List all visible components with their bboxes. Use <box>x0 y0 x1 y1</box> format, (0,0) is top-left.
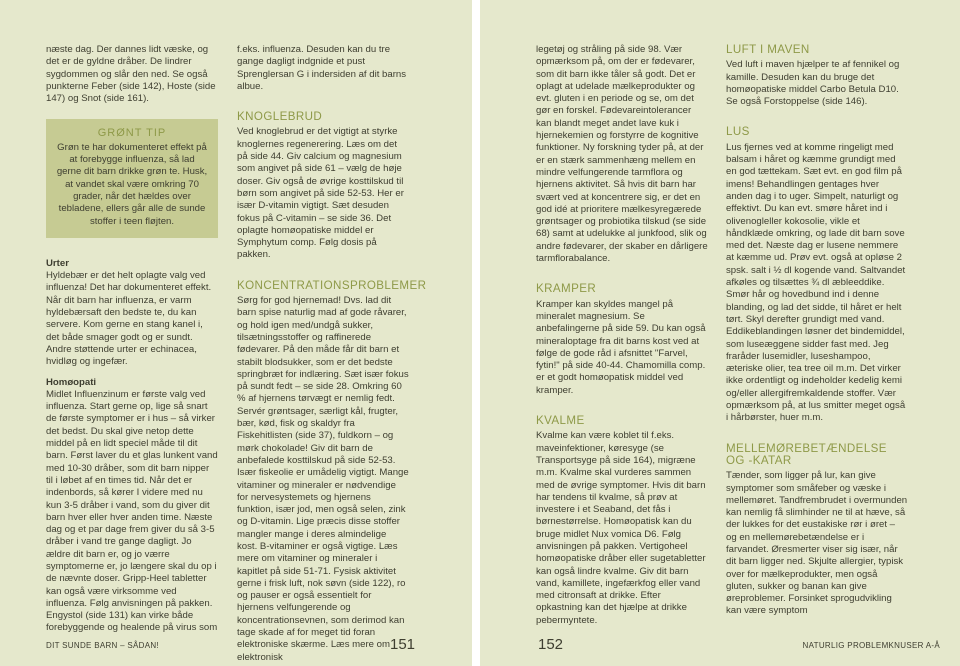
paragraph: Hyldebær er det helt oplagte valg ved influenza! Det har dokumenteret effekt. Når dit barn har influenza, er varm hyldebærsaft den bedste te, du kan servere. Kom gerne en stang kanel i, det både smager godt og er sundt. Andre støttende urter er echinacea, hvidløg og ingefær. <box>46 270 212 368</box>
tip-title: GRØNT TIP <box>97 127 167 140</box>
subheading-homoeopati: Homøopati <box>46 376 97 388</box>
left-column-2 <box>237 44 427 666</box>
paragraph: Ved luft i maven hjælper te af fennikel og kamille. Desuden kan du bruge det homøopatiske middel Carbo Betula D10. Se også Forstoppelse (side 146). <box>726 59 900 108</box>
paragraph: Tænder, som ligger på lur, kan give symptomer som småfeber og væske i mellemøret. Tandfrembrudet i overmunden kan nemlig få slimhinder ne til at hæve, så der lukkes for det eustakiske rør i øret – og en mellemørebetændelse er i farvandet. Øresmerter viser sig især, når dit barn ligger ned. Skjulte allergier, typisk over for mælkeprodukter, men også gluten, sukker og banan kan give øreproblemer. Forsinket sprogudvikling kan være symptom <box>726 470 908 617</box>
subheading-urter: Urter <box>46 257 69 269</box>
running-footer: NATURLIG PROBLEMKNUSER A-Å <box>802 641 940 650</box>
paragraph: f.eks. influenza. Desuden kan du tre gange dagligt indgnide et pust Sprenglersan G i indersiden af dit barns albue. <box>237 44 407 92</box>
green-tip-box <box>46 119 218 237</box>
paragraph: Lus fjernes ved at komme ringeligt med balsam i håret og kæmme grundigt med en god tættekam. Sæt evt. en god film på imens! Behandlingen gentages hver anden dag i to uger. Simpelt, naturligt og effektivt. Du kan evt. smøre håret ind i olivenogleller kokosolie, vikle et håndklæde omkring, og lade dit barn sove med det. Næste dag er lusene nemmere at kæmme ud. Prøv evt. også at opløse 2 spsk. salt i ½ dl kogende vand. Saltvandet afkøles og tilsættes ¾ dl æbleeddike. Smør hår og hovedbund ind i denne blanding, og lad det sidde, til håret er helt tørt. Skyl derefter grundigt med vand. Eddikeblandingen løsner det bindemiddel, som luseæggene sidder fast med. Jeg fraråder lusemidler, luseshampoo, æteriske olier, tea tree oil m.m. Det virker ikke ordentligt og indeholder kedelig kemi og/eller allergifremkaldende stoffer. Vær opmærksom på, at lus smitter meget også i hårbørster, huer m.m. <box>726 141 906 424</box>
left-page <box>0 0 472 666</box>
left-column-1 <box>46 44 218 643</box>
section-heading: LUS <box>726 125 750 139</box>
tip-text: Grøn te har dokumenteret effekt på at forebygge influenza, så lad gerne dit barn drikke grøn te. Husk, at vandet skal være omkring 70 grader, når det hældes over tebladene, ellers går alle de sunde stoffer i teen fløjten. <box>56 141 208 227</box>
paragraph: Midlet Influenzinum er første valg ved influenza. Start gerne op, lige så snart de første symptomer er i hus – så virker det bedst. Du skal give netop dette middel på en lidt speciel måde til dit barn. Først laver du et glas lunkent vand med 10-30 dråber, som dit barn nipper til i løbet af en times tid. Når det er indenbords, så kører I videre med nu kun 3-5 dråber i vand, som du giver dit barn hver eller hver anden time. Næste dag og et par dage frem giver du så 3-5 dråber i vand tre gange dagligt. Jo ældre dit barn er, og jo værre symptomerne er, jo længere skal du op i de nævnte doser. Gripp-Heel tabletter kan også være virksomme ved influenza. Følg anvisningen på pakken. Engystol (side 131) kan virke både forebyggende og healende på virus som <box>46 388 218 634</box>
section-heading: LUFT I MAVEN <box>726 43 810 56</box>
running-footer: DIT SUNDE BARN – SÅDAN! <box>46 641 159 650</box>
section-heading: MELLEMØREBETÆNDELSE <box>726 441 887 455</box>
section-heading: KRAMPER <box>536 282 597 296</box>
section-heading-line-2: OG -KATAR <box>726 453 792 467</box>
paragraph: Sørg for god hjernemad! Dvs. lad dit barn spise naturlig mad af gode råvarer, og hold igen med/undgå sukker, tilsætningsstoffer og raffinerede fødevarer. På den måde får dit barn et stabilt blodsukker, som er det bedste springbræt for indlæring. Sæt især fokus på sundt fedt – se side 28. Omkring 60 % af hjernens tørvægt er nemlig fedt. Servér grøntsager, særligt kål, frugter, bær, kød, fisk og skaldyr fra Fiskehitlisten (side 37), fuldkorn – og mørk chokolade! Giv dit barn de anbefalede kosttilskud på side 52-53. Især fiskeolie er umådelig vigtigt. Mange vitaminer og mineraler er nødvendige for nervesystemets og hjernens funktion, især jod, men også selen, zink og D-vitamin. Lige præcis disse stoffer mangler mange i deres almindelige kost. B-vitaminer er også vigtige. Læs mere om vitaminer og mineraler i kapitlet på side 51-71. Fysisk aktivitet gerne i frisk luft, nok søvn (side 122), ro og pauser er også essentielt for hjernens velfungerende og koncentrationsevnen, som derimod kan tage skade af for meget tid foran elektroniske skærme. Læs mere om elektronisk <box>237 295 409 663</box>
section-heading: KNOGLEBRUD <box>237 110 323 124</box>
paragraph: legetøj og stråling på side 98. Vær opmærksom på, om der er fødevarer, som dit barn ikke tåler så godt. Det er oplagt at udelade mælkeprodukter og evt. gluten i en periode og se, om det gør en forskel. Fødevareintolerancer kan blandt meget andet lave kuk i hjernekemien og forstyrre de kognitive funktioner. Ny forskning tyder på, at der er en stærk sammenhæng mellem en mindre velfungerende tarmflora og hjernens aktivitet. Så hvis dit barn har svært ved at koncentrere sig, er det en god idé at prioritere mælkesyregærede grøntsager og probiotika tilskud (se side 68) samt at udelukke al junkfood, slik og andre fødevarer, der skaber en dårligere tarmflorabalance. <box>536 44 708 265</box>
section-heading: KONCENTRATIONSPROBLEMER <box>237 278 427 292</box>
right-column-1 <box>536 44 708 635</box>
right-page <box>480 0 960 666</box>
page-number: 151 <box>390 636 416 653</box>
section-heading: KVALME <box>536 414 585 428</box>
paragraph: Kvalme kan være koblet til f.eks. maveinfektioner, køresyge (se Transportsyge på side 164), migræne m.m. Kvalme skal vurderes sammen med de øvrige symptomer. Hvis dit barn har tendens til kvalme, så prøv at investere i et Seaband, det fås i børnestørrelse. Homøopatisk kan du bruge midlet Nux vomica D6. Følg anvisningen på pakken. Vertigoheel homøopatiske dråber eller sugetabletter kan også lindre kvalme. Giv dit barn vand, kamillete, ingefærkfog eller vand med citronsaft at drikke. Efter opkastning kan det hjælpe at drikke pebermyntete. <box>536 430 706 626</box>
page-gutter <box>472 0 480 666</box>
paragraph: Ved knoglebrud er det vigtigt at styrke knoglernes regenerering. Læs om det på side 44. Giv calcium og magnesium som angivet på side 61 – vælg de høje doser. Giv også de øvrige kosttilskud til børn som angivet på side 52-53. Her er især D-vitamin vigtigt. Sæt desuden fokus på C-vitamin – se side 36. Det oplagte homøopatiske middel er Symphytum comp. Følg dosis på pakken. <box>237 126 404 261</box>
page-number: 152 <box>538 636 564 653</box>
paragraph: Kramper kan skyldes mangel på mineralet magnesium. Se anbefalingerne på side 59. Du kan også mineraloptage fra dit barns kost ved at følge de gode råd i afsnittet "Farvel, fytin!" på side 40-44. Chamomilla comp. er et godt homøopatisk middel ved kramper. <box>536 298 706 396</box>
paragraph: næste dag. Der dannes lidt væske, og det er de gyldne dråber. De lindrer sygdommen og slår den ned. Se også punkterne Feber (side 142), Hoste (side 147) og Snot (side 161). <box>46 44 216 105</box>
right-column-2 <box>726 44 908 626</box>
